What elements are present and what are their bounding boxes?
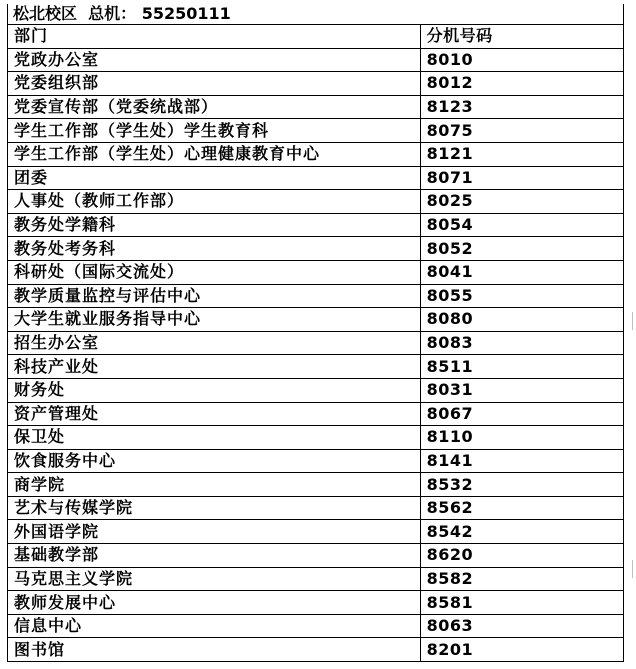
extension-number: 8067 bbox=[420, 402, 623, 426]
table-row bbox=[8, 591, 624, 615]
department-name: 外国语学院 bbox=[8, 520, 421, 544]
table-row bbox=[8, 72, 624, 96]
table-header-row bbox=[8, 25, 624, 49]
department-name: 团委 bbox=[8, 166, 421, 190]
table-row bbox=[8, 237, 624, 261]
page-edge-mark bbox=[632, 560, 633, 578]
department-name: 图书馆 bbox=[8, 638, 421, 662]
table-row bbox=[8, 260, 624, 284]
extension-table bbox=[7, 24, 624, 662]
department-name: 党政办公室 bbox=[8, 48, 421, 72]
department-name: 教务处考务科 bbox=[8, 237, 421, 261]
extension-number: 8063 bbox=[420, 614, 623, 638]
table-row bbox=[8, 166, 624, 190]
extension-number: 8581 bbox=[420, 591, 623, 615]
table-row bbox=[8, 142, 624, 166]
department-name: 招生办公室 bbox=[8, 331, 421, 355]
department-name: 教师发展中心 bbox=[8, 591, 421, 615]
extension-number: 8071 bbox=[420, 166, 623, 190]
extension-number: 8031 bbox=[420, 378, 623, 402]
department-name: 饮食服务中心 bbox=[8, 449, 421, 473]
extension-number: 8201 bbox=[420, 638, 623, 662]
extension-number: 8582 bbox=[420, 567, 623, 591]
department-name: 马克思主义学院 bbox=[8, 567, 421, 591]
page-edge-mark bbox=[632, 312, 633, 330]
table-row bbox=[8, 544, 624, 568]
department-name: 资产管理处 bbox=[8, 402, 421, 426]
department-name: 科技产业处 bbox=[8, 355, 421, 379]
table-row bbox=[8, 308, 624, 332]
extension-number: 8025 bbox=[420, 190, 623, 214]
department-name: 商学院 bbox=[8, 473, 421, 497]
extension-number: 8620 bbox=[420, 544, 623, 568]
phone-directory-sheet bbox=[7, 4, 624, 662]
table-row bbox=[8, 614, 624, 638]
department-name: 财务处 bbox=[8, 378, 421, 402]
column-header-department: 部门 bbox=[8, 25, 421, 49]
department-name: 党委组织部 bbox=[8, 72, 421, 96]
extension-number: 8141 bbox=[420, 449, 623, 473]
table-row bbox=[8, 119, 624, 143]
table-row bbox=[8, 48, 624, 72]
department-name: 人事处（教师工作部） bbox=[8, 190, 421, 214]
extension-number: 8080 bbox=[420, 308, 623, 332]
extension-number: 8562 bbox=[420, 496, 623, 520]
department-name: 教学质量监控与评估中心 bbox=[8, 284, 421, 308]
campus-title: 松北校区 总机： 55250111 bbox=[7, 4, 624, 24]
extension-number: 8054 bbox=[420, 213, 623, 237]
table-row bbox=[8, 449, 624, 473]
table-row bbox=[8, 496, 624, 520]
extension-number: 8083 bbox=[420, 331, 623, 355]
table-row bbox=[8, 402, 624, 426]
table-row bbox=[8, 520, 624, 544]
extension-number: 8532 bbox=[420, 473, 623, 497]
extension-table-body bbox=[8, 25, 624, 662]
extension-number: 8121 bbox=[420, 142, 623, 166]
extension-number: 8110 bbox=[420, 426, 623, 450]
table-row bbox=[8, 378, 624, 402]
department-name: 艺术与传媒学院 bbox=[8, 496, 421, 520]
department-name: 党委宣传部（党委统战部） bbox=[8, 95, 421, 119]
table-row bbox=[8, 331, 624, 355]
column-header-extension: 分机号码 bbox=[420, 25, 623, 49]
table-row bbox=[8, 567, 624, 591]
extension-number: 8511 bbox=[420, 355, 623, 379]
department-name: 学生工作部（学生处）学生教育科 bbox=[8, 119, 421, 143]
department-name: 教务处学籍科 bbox=[8, 213, 421, 237]
extension-number: 8542 bbox=[420, 520, 623, 544]
table-row bbox=[8, 426, 624, 450]
department-name: 信息中心 bbox=[8, 614, 421, 638]
department-name: 保卫处 bbox=[8, 426, 421, 450]
extension-number: 8041 bbox=[420, 260, 623, 284]
department-name: 科研处（国际交流处） bbox=[8, 260, 421, 284]
table-row bbox=[8, 213, 624, 237]
extension-number: 8055 bbox=[420, 284, 623, 308]
extension-number: 8052 bbox=[420, 237, 623, 261]
table-row bbox=[8, 355, 624, 379]
department-name: 学生工作部（学生处）心理健康教育中心 bbox=[8, 142, 421, 166]
department-name: 大学生就业服务指导中心 bbox=[8, 308, 421, 332]
extension-number: 8010 bbox=[420, 48, 623, 72]
extension-number: 8123 bbox=[420, 95, 623, 119]
table-row bbox=[8, 95, 624, 119]
table-row bbox=[8, 190, 624, 214]
department-name: 基础教学部 bbox=[8, 544, 421, 568]
table-row bbox=[8, 473, 624, 497]
extension-number: 8075 bbox=[420, 119, 623, 143]
table-row bbox=[8, 284, 624, 308]
extension-number: 8012 bbox=[420, 72, 623, 96]
table-row bbox=[8, 638, 624, 662]
